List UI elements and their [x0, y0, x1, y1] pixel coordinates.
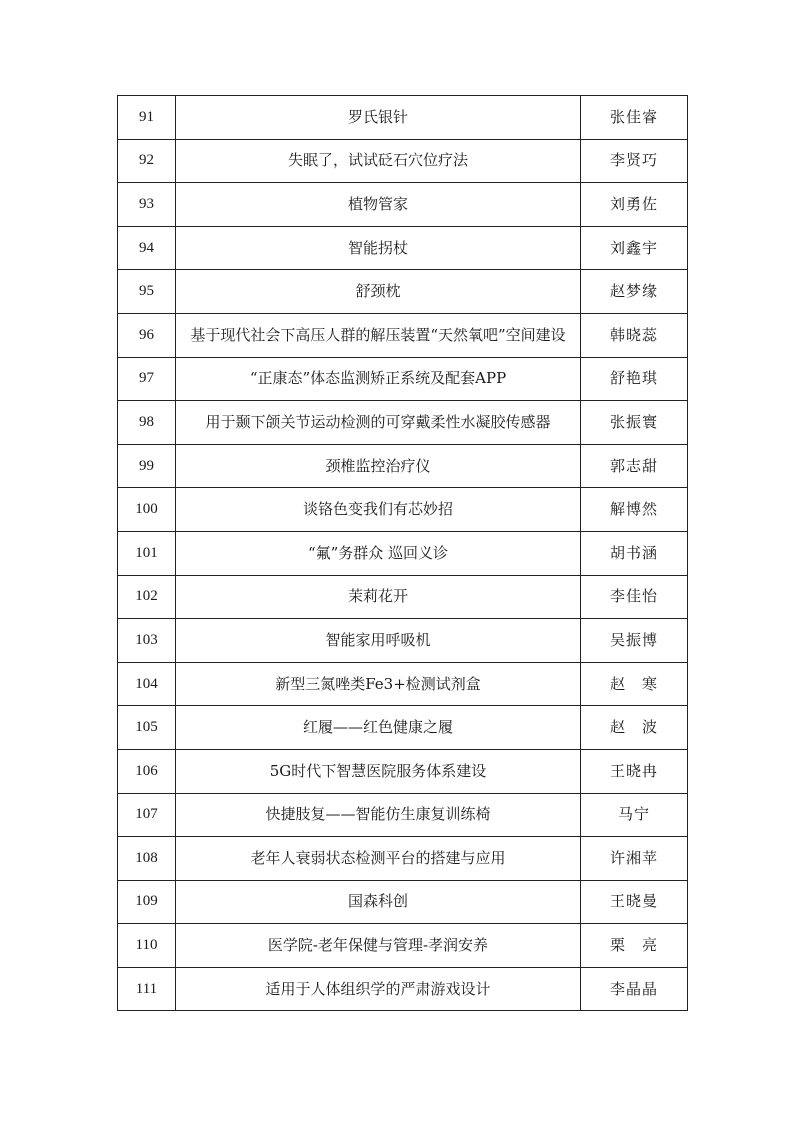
- row-number: 91: [118, 96, 176, 140]
- table-row: [118, 575, 688, 619]
- row-number: 105: [118, 706, 176, 750]
- leader-name: 李晶晶: [581, 967, 688, 1011]
- leader-name: 马宁: [581, 793, 688, 837]
- project-title: 舒颈枕: [176, 270, 581, 314]
- table-row: [118, 139, 688, 183]
- project-title: 适用于人体组织学的严肃游戏设计: [176, 967, 581, 1011]
- roster-body: [118, 96, 688, 1011]
- row-number: 92: [118, 139, 176, 183]
- table-row: [118, 924, 688, 968]
- row-number: 102: [118, 575, 176, 619]
- project-title: 5G时代下智慧医院服务体系建设: [176, 749, 581, 793]
- row-number: 104: [118, 662, 176, 706]
- table-row: [118, 837, 688, 881]
- project-title: 快捷肢复——智能仿生康复训练椅: [176, 793, 581, 837]
- project-title: 新型三氮唑类Fe3+检测试剂盒: [176, 662, 581, 706]
- table-row: [118, 226, 688, 270]
- row-number: 103: [118, 619, 176, 663]
- leader-name: 张振寰: [581, 401, 688, 445]
- table-row: [118, 531, 688, 575]
- table-row: [118, 749, 688, 793]
- project-title: 医学院-老年保健与管理-孝润安养: [176, 924, 581, 968]
- row-number: 97: [118, 357, 176, 401]
- table-row: [118, 313, 688, 357]
- table-row: [118, 619, 688, 663]
- leader-name: 许湘苹: [581, 837, 688, 881]
- table-row: [118, 96, 688, 140]
- project-title: 老年人衰弱状态检测平台的搭建与应用: [176, 837, 581, 881]
- project-title: 智能拐杖: [176, 226, 581, 270]
- leader-name: 郭志甜: [581, 444, 688, 488]
- table-row: [118, 183, 688, 227]
- project-title: 谈铬色变我们有芯妙招: [176, 488, 581, 532]
- table-row: [118, 880, 688, 924]
- leader-name: 赵梦缘: [581, 270, 688, 314]
- project-title: 基于现代社会下高压人群的解压装置“天然氧吧”空间建设: [176, 313, 581, 357]
- row-number: 99: [118, 444, 176, 488]
- leader-name: 张佳睿: [581, 96, 688, 140]
- project-title: 用于颞下颌关节运动检测的可穿戴柔性水凝胶传感器: [176, 401, 581, 445]
- leader-name: 舒艳琪: [581, 357, 688, 401]
- project-title: 智能家用呼吸机: [176, 619, 581, 663]
- leader-name: 赵 寒: [581, 662, 688, 706]
- row-number: 110: [118, 924, 176, 968]
- project-roster-table: [117, 95, 688, 1011]
- project-title: 茉莉花开: [176, 575, 581, 619]
- row-number: 106: [118, 749, 176, 793]
- leader-name: 韩晓蕊: [581, 313, 688, 357]
- row-number: 96: [118, 313, 176, 357]
- row-number: 108: [118, 837, 176, 881]
- table-row: [118, 488, 688, 532]
- leader-name: 王晓曼: [581, 880, 688, 924]
- leader-name: 王晓冉: [581, 749, 688, 793]
- project-title: 颈椎监控治疗仪: [176, 444, 581, 488]
- leader-name: 吴振博: [581, 619, 688, 663]
- leader-name: 李佳怡: [581, 575, 688, 619]
- leader-name: 刘鑫宇: [581, 226, 688, 270]
- table-row: [118, 401, 688, 445]
- project-title: 失眠了，试试砭石穴位疗法: [176, 139, 581, 183]
- row-number: 107: [118, 793, 176, 837]
- row-number: 95: [118, 270, 176, 314]
- project-title: 植物管家: [176, 183, 581, 227]
- project-title: 罗氏银针: [176, 96, 581, 140]
- row-number: 109: [118, 880, 176, 924]
- leader-name: 栗 亮: [581, 924, 688, 968]
- table-row: [118, 967, 688, 1011]
- leader-name: 刘勇佐: [581, 183, 688, 227]
- leader-name: 解博然: [581, 488, 688, 532]
- table-row: [118, 357, 688, 401]
- leader-name: 胡书涵: [581, 531, 688, 575]
- row-number: 93: [118, 183, 176, 227]
- row-number: 101: [118, 531, 176, 575]
- table-row: [118, 444, 688, 488]
- project-title: 国森科创: [176, 880, 581, 924]
- table-row: [118, 662, 688, 706]
- row-number: 111: [118, 967, 176, 1011]
- project-title: “氟”务群众 巡回义诊: [176, 531, 581, 575]
- row-number: 94: [118, 226, 176, 270]
- project-title: 红履——红色健康之履: [176, 706, 581, 750]
- row-number: 100: [118, 488, 176, 532]
- project-title: “正康态”体态监测矫正系统及配套APP: [176, 357, 581, 401]
- table-row: [118, 793, 688, 837]
- leader-name: 赵 波: [581, 706, 688, 750]
- table-row: [118, 270, 688, 314]
- table-row: [118, 706, 688, 750]
- leader-name: 李贤巧: [581, 139, 688, 183]
- row-number: 98: [118, 401, 176, 445]
